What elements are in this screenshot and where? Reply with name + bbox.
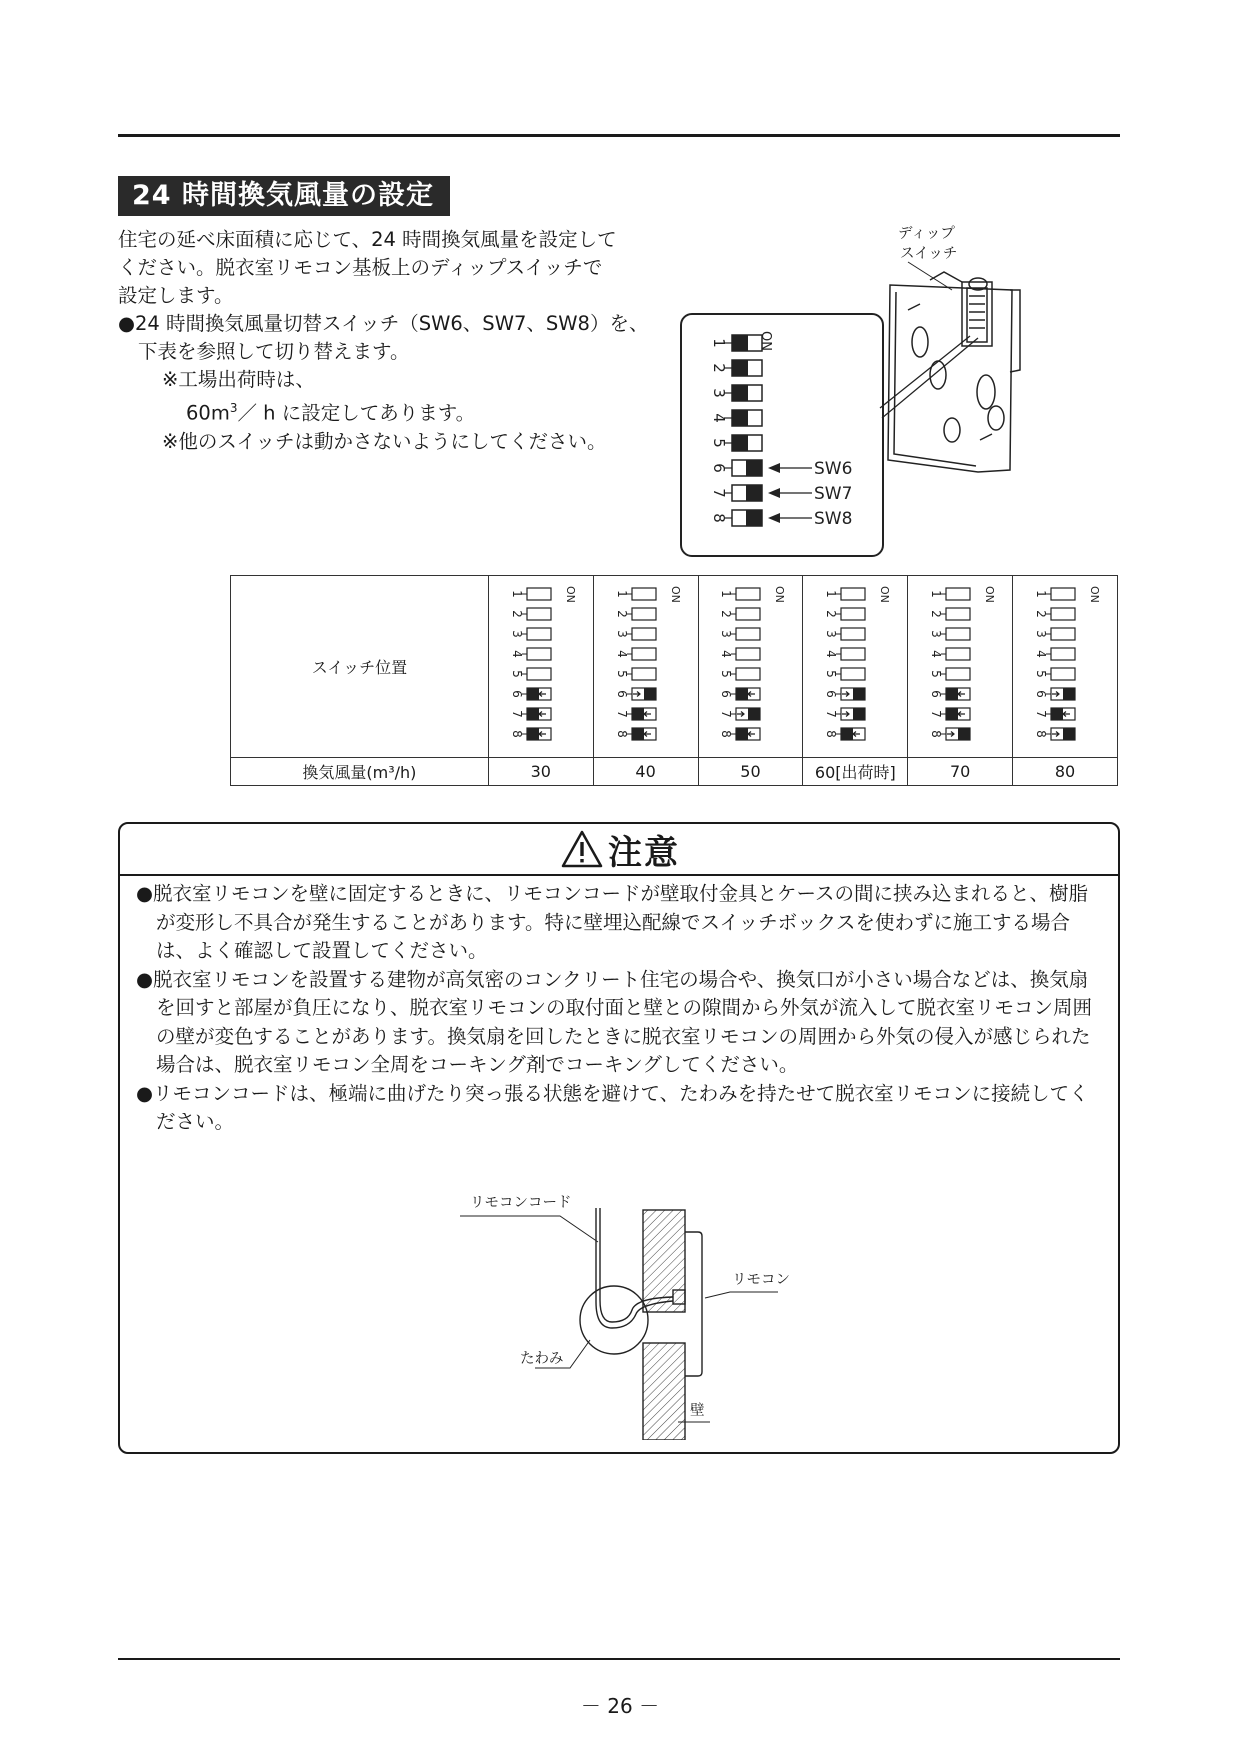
switch-knob (853, 688, 865, 700)
switch-number: 7 (824, 709, 839, 718)
caution-paragraph: ●リモコンコードは、極端に曲げたり突っ張る状態を避けて、たわみを持たせて脱衣室リモコンに接続してください。 (136, 1081, 1089, 1133)
switch-number: 7 (719, 709, 734, 718)
switch-slot (841, 668, 865, 680)
switch-number: 1 (509, 589, 524, 598)
caution-paragraph: ●脱衣室リモコンを壁に固定するときに、リモコンコードが壁取付金具とケースの間に挟み込まれると、樹脂が変形し不具合が発生することがあります。特に壁埋込配線でスイッチボックスを使わずに施工する場合は、よく確認して設置してください。 (136, 882, 1089, 962)
switch-cell (593, 576, 698, 758)
switch-number: 5 (929, 669, 944, 678)
switch-knob (632, 728, 644, 740)
bullet-line: ●24 時間換気風量切替スイッチ（SW6、SW7、SW8）を、 (118, 312, 649, 335)
switch-number: 6 (929, 689, 944, 698)
switch-number: 5 (1034, 669, 1049, 678)
switch-number: 7 (929, 709, 944, 718)
switch-knob (732, 385, 748, 401)
switch-cell (908, 576, 1013, 758)
switch-number: 5 (824, 669, 839, 678)
switch-knob (732, 435, 748, 451)
switch-cell (1013, 576, 1118, 758)
switch-number: 5 (719, 669, 734, 678)
airflow-header: 換気風量(m³/h) (231, 758, 489, 786)
switch-diagram (606, 580, 686, 750)
section-title: 24 時間換気風量の設定 (118, 176, 450, 216)
switch-number: 3 (1034, 629, 1049, 638)
switch-knob (1051, 708, 1063, 720)
switch-cell (488, 576, 593, 758)
caution-title: 注意 (608, 832, 680, 873)
caution-body (136, 880, 1096, 1137)
switch-number: 3 (710, 388, 728, 398)
intro-text (118, 226, 648, 456)
note-prefix: 60m (186, 401, 230, 425)
intro-line: ください。脱衣室リモコン基板上のディップスイッチで (118, 256, 603, 279)
airflow-value: 60[出荷時] (803, 758, 908, 786)
switch-knob (732, 335, 748, 351)
switch-number: 1 (719, 589, 734, 598)
switch-number: 8 (929, 729, 944, 738)
switch-number: 5 (710, 438, 728, 448)
on-label: ON (758, 331, 773, 351)
switch-number: 1 (929, 589, 944, 598)
switch-diagram (920, 580, 1000, 750)
switch-slot (632, 588, 656, 600)
airflow-value: 80 (1013, 758, 1118, 786)
switch-slot (946, 588, 970, 600)
switch-number: 6 (824, 689, 839, 698)
switch-number: 1 (1034, 589, 1049, 598)
switch-slot (736, 668, 760, 680)
switch-number: 7 (509, 709, 524, 718)
switch-number: 4 (719, 649, 734, 658)
switch-number: 6 (719, 689, 734, 698)
switch-knob (746, 485, 762, 501)
switch-slot (841, 648, 865, 660)
switch-knob (732, 360, 748, 376)
on-label: ON (1088, 585, 1102, 603)
switch-slot (1051, 648, 1075, 660)
switch-knob (736, 728, 748, 740)
switch-knob (732, 410, 748, 426)
switch-position-row (231, 576, 1118, 758)
switch-slot (632, 608, 656, 620)
switch-slot (632, 648, 656, 660)
switch-slot (841, 588, 865, 600)
switch-slot (527, 628, 551, 640)
airflow-value: 70 (908, 758, 1013, 786)
dip-switch-diagram (680, 313, 880, 553)
switch-diagram (710, 580, 790, 750)
airflow-value: 30 (488, 758, 593, 786)
switch-number: 6 (710, 463, 728, 473)
switch-knob (853, 708, 865, 720)
switch-slot (1051, 628, 1075, 640)
on-label: ON (668, 585, 682, 603)
switch-knob (527, 688, 539, 700)
switch-diagram (815, 580, 895, 750)
switch-slot (1051, 588, 1075, 600)
switch-knob (527, 728, 539, 740)
switch-knob (946, 708, 958, 720)
switch-slot (527, 648, 551, 660)
switch-diagram (1025, 580, 1105, 750)
switch-number: 8 (824, 729, 839, 738)
airflow-value: 40 (593, 758, 698, 786)
switch-slot (527, 668, 551, 680)
bottom-rule (118, 1658, 1120, 1660)
switch-knob (1063, 688, 1075, 700)
switch-knob (958, 728, 970, 740)
switch-number: 3 (614, 629, 629, 638)
switch-number: 5 (509, 669, 524, 678)
switch-slot (841, 628, 865, 640)
switch-knob (946, 688, 958, 700)
intro-line: 住宅の延べ床面積に応じて、24 時間換気風量を設定して (118, 228, 617, 251)
switch-number: 2 (614, 609, 629, 618)
switch-number: 3 (929, 629, 944, 638)
switch-number: 8 (509, 729, 524, 738)
switch-knob (746, 460, 762, 476)
switch-knob (1063, 728, 1075, 740)
switch-slot (946, 608, 970, 620)
switch-number: 6 (1034, 689, 1049, 698)
sw-label: SW8 (814, 509, 853, 529)
switch-slot (736, 648, 760, 660)
cord-label: リモコンコード (470, 1195, 572, 1211)
switch-diagram (501, 580, 581, 750)
switch-number: 7 (710, 488, 728, 498)
switch-slot (841, 608, 865, 620)
note-line (118, 394, 648, 428)
slack-label: たわみ (520, 1351, 564, 1367)
page-number: － 26 － (580, 1694, 660, 1718)
switch-number: 7 (1034, 709, 1049, 718)
switch-number: 3 (509, 629, 524, 638)
switch-slot (527, 608, 551, 620)
switch-number: 2 (719, 609, 734, 618)
bullet-line: 下表を参照して切り替えます。 (138, 340, 410, 363)
switch-number: 2 (509, 609, 524, 618)
switch-number: 4 (710, 413, 728, 423)
dip-label-2: スイッチ (900, 246, 958, 262)
note-line: ※他のスイッチは動かさないようにしてください。 (162, 429, 607, 453)
switch-knob (527, 708, 539, 720)
switch-number: 8 (710, 513, 728, 523)
switch-cell (698, 576, 803, 758)
caution-divider (120, 874, 1118, 876)
warning-icon (560, 829, 604, 869)
switch-number: 4 (929, 649, 944, 658)
switch-number: 4 (824, 649, 839, 658)
switch-number: 4 (1034, 649, 1049, 658)
switch-slot (632, 668, 656, 680)
switch-knob (841, 728, 853, 740)
switch-slot (946, 668, 970, 680)
switch-number: 6 (509, 689, 524, 698)
switch-slot (946, 648, 970, 660)
switch-number: 3 (824, 629, 839, 638)
switch-number: 1 (614, 589, 629, 598)
sw-label: SW7 (814, 484, 853, 504)
switch-number: 1 (824, 589, 839, 598)
switch-slot (1051, 668, 1075, 680)
switch-table (230, 575, 1118, 786)
caution-header (560, 828, 680, 873)
switch-knob (748, 708, 760, 720)
switch-number: 8 (719, 729, 734, 738)
switch-slot (527, 588, 551, 600)
switch-slot (736, 628, 760, 640)
top-rule (118, 134, 1120, 137)
note-superscript: 3 (229, 401, 238, 415)
switch-number: 4 (509, 649, 524, 658)
switch-number: 8 (1034, 729, 1049, 738)
switch-number: 1 (710, 338, 728, 348)
switch-number: 5 (614, 669, 629, 678)
on-label: ON (773, 585, 787, 603)
switch-slot (1051, 608, 1075, 620)
dip-label-1: ディップ (898, 226, 955, 242)
switch-knob (632, 708, 644, 720)
caution-paragraph: ●脱衣室リモコンを設置する建物が高気密のコンクリート住宅の場合や、換気口が小さい場合などは、換気扇を回すと部屋が負圧になり、脱衣室リモコンの取付面と壁との隙間から外気が流入して脱衣室リモコン周囲の壁が変色することがあります。換気扇を回したときに脱衣室リモコンの周囲から外気の侵入が感じられた場合は、脱衣室リモコン全周をコーキング剤でコーキングしてください。 (136, 967, 1093, 1076)
note-line: ※工場出荷時は、 (162, 368, 315, 391)
on-label: ON (878, 585, 892, 603)
switch-knob (736, 688, 748, 700)
switch-number: 2 (824, 609, 839, 618)
switch-slot (946, 628, 970, 640)
switch-number: 2 (929, 609, 944, 618)
switch-number: 3 (719, 629, 734, 638)
switch-number: 2 (1034, 609, 1049, 618)
switch-position-header: スイッチ位置 (231, 576, 489, 758)
on-label: ON (983, 585, 997, 603)
remote-label: リモコン (732, 1272, 790, 1288)
switch-number: 2 (710, 363, 728, 373)
on-label: ON (563, 585, 577, 603)
wall-label: 壁 (690, 1403, 705, 1419)
switch-slot (632, 628, 656, 640)
intro-line: 設定します。 (118, 284, 234, 307)
switch-cell (803, 576, 908, 758)
cord-slack-diagram (440, 1180, 840, 1440)
switch-number: 7 (614, 709, 629, 718)
switch-number: 4 (614, 649, 629, 658)
switch-number: 8 (614, 729, 629, 738)
note-suffix: ／ h に設定してあります。 (237, 401, 476, 425)
sw-label: SW6 (814, 459, 853, 479)
airflow-row (231, 758, 1118, 786)
switch-slot (736, 588, 760, 600)
switch-slot (736, 608, 760, 620)
switch-knob (746, 510, 762, 526)
switch-number: 6 (614, 689, 629, 698)
airflow-value: 50 (698, 758, 803, 786)
switch-knob (644, 688, 656, 700)
